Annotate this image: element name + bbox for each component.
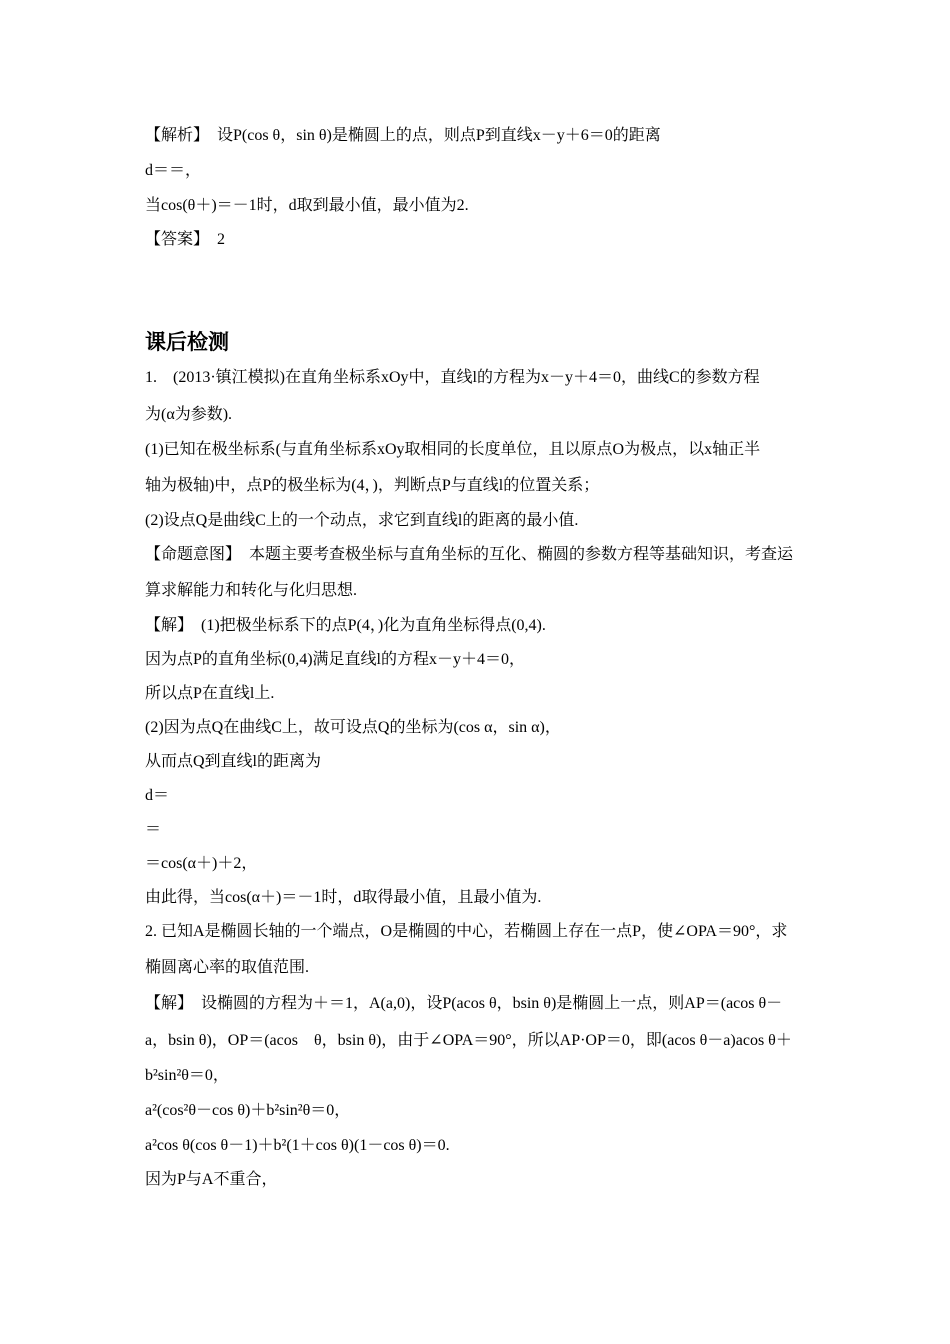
answer-line: 【答案】 2 bbox=[145, 231, 226, 248]
solution-2-line-6: 因为P与A不重合， bbox=[145, 1171, 278, 1188]
solution-2-line-5: a²cos θ(cos θ－1)＋b²(1＋cos θ)(1－cos θ)＝0. bbox=[145, 1137, 450, 1154]
solution-1-line-2: 因为点P的直角坐标(0,4)满足直线l的方程x－y＋4＝0， bbox=[145, 651, 526, 668]
intent-line-2: 算求解能力和转化与化归思想. bbox=[145, 582, 358, 599]
solution-2-line-3: b²sin²θ＝0， bbox=[145, 1067, 229, 1084]
problem-1-line-2: 为(α为参数). bbox=[145, 406, 233, 423]
solution-1-line-3: 所以点P在直线l上. bbox=[145, 685, 275, 702]
problem-1-part-2: (2)设点Q是曲线C上的一个动点，求它到直线l的距离的最小值. bbox=[145, 512, 579, 529]
solution-1-line-6: d＝ bbox=[145, 787, 170, 804]
solution-1-line-4: (2)因为点Q在曲线C上，故可设点Q的坐标为(cos α，sin α)， bbox=[145, 719, 561, 736]
analysis-line-1: 【解析】 设P(cos θ，sin θ)是椭圆上的点，则点P到直线x－y＋6＝0的距离 bbox=[145, 127, 661, 144]
analysis-line-3: 当cos(θ＋)＝－1时，d取到最小值，最小值为2. bbox=[145, 197, 469, 214]
problem-1-part-1-line-1: (1)已知在极坐标系(与直角坐标系xOy取相同的长度单位，且以原点O为极点，以x轴正半 bbox=[145, 441, 761, 458]
solution-1-line-8: ＝cos(α＋)＋2， bbox=[145, 855, 258, 872]
problem-1-part-1-line-2: 轴为极轴)中，点P的极坐标为(4，)，判断点P与直线l的位置关系； bbox=[145, 477, 600, 494]
analysis-line-2: d＝＝， bbox=[145, 162, 202, 179]
intent-line-1: 【命题意图】 本题主要考查极坐标与直角坐标的互化、椭圆的参数方程等基础知识，考查运 bbox=[145, 546, 794, 563]
solution-1-line-5: 从而点Q到直线l的距离为 bbox=[145, 753, 322, 770]
solution-1-line-9: 由此得，当cos(α＋)＝－1时，d取得最小值，且最小值为. bbox=[145, 889, 542, 906]
solution-2-line-1: 【解】 设椭圆的方程为＋＝1，A(a,0)，设P(acos θ，bsin θ)是椭圆上一点，则AP＝(acos θ－ bbox=[145, 995, 783, 1012]
solution-1-line-7: ＝ bbox=[145, 821, 162, 838]
problem-1-line-1: 1. (2013·镇江模拟)在直角坐标系xOy中，直线l的方程为x－y＋4＝0，曲线C的参数方程 bbox=[145, 369, 760, 386]
problem-2-line-1: 2. 已知A是椭圆长轴的一个端点，O是椭圆的中心，若椭圆上存在一点P，使∠OPA＝90°，求 bbox=[145, 923, 788, 940]
problem-2-line-2: 椭圆离心率的取值范围. bbox=[145, 959, 310, 976]
section-title: 课后检测 bbox=[145, 330, 229, 354]
solution-2-line-4: a²(cos²θ－cos θ)＋b²sin²θ＝0， bbox=[145, 1102, 351, 1119]
solution-1-line-1: 【解】 (1)把极坐标系下的点P(4，)化为直角坐标得点(0,4). bbox=[145, 617, 546, 634]
solution-2-line-2: a，bsin θ)，OP＝(acos θ，bsin θ)，由于∠OPA＝90°，所以AP·OP＝0，即(acos θ－a)acos θ＋ bbox=[145, 1032, 792, 1049]
